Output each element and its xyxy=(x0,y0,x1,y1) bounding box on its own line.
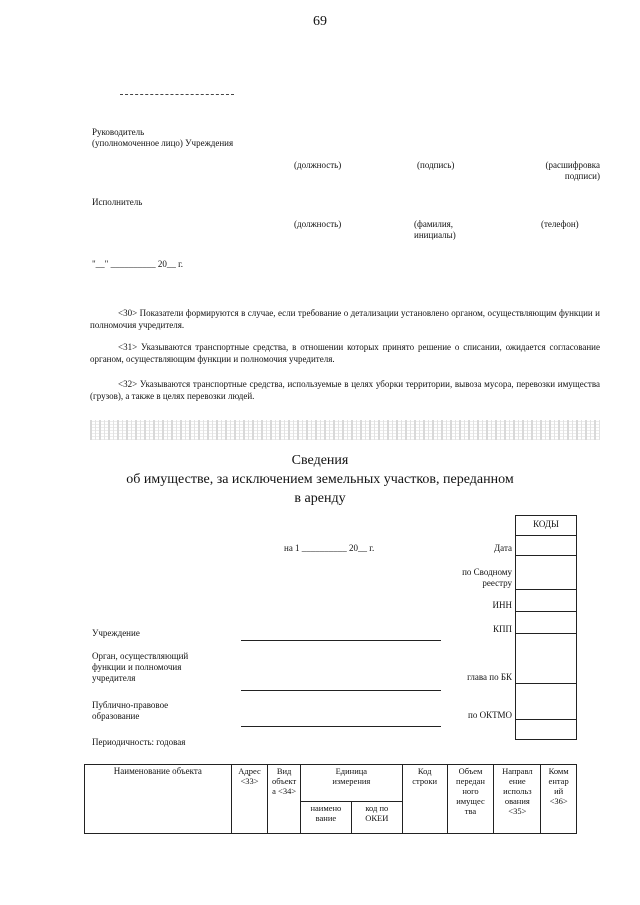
label-bk: глава по БК xyxy=(467,672,512,682)
col-comment: Комм ентар ий <36> xyxy=(541,765,577,834)
col-object-type: Вид объект а <34> xyxy=(268,765,301,834)
field-founder-line[interactable] xyxy=(241,690,441,691)
executor-label: Исполнитель xyxy=(92,197,143,207)
field-periodicity: Периодичность: годовая xyxy=(92,737,186,747)
label-oktmo: по ОКТМО xyxy=(468,710,512,720)
executor-caption-phone: (телефон) xyxy=(541,219,579,229)
col-line-code: Код строки xyxy=(402,765,447,834)
as-of-date: на 1 __________ 20__ г. xyxy=(284,543,375,553)
code-date-cell[interactable] xyxy=(516,536,576,556)
col-volume: Объем передан ного имущес тва xyxy=(447,765,494,834)
field-public-entity-line[interactable] xyxy=(241,726,441,727)
col-direction: Направл ение использ ования <35> xyxy=(494,765,541,834)
col-object-name: Наименование объекта xyxy=(85,765,232,834)
code-registry-cell[interactable] xyxy=(516,556,576,590)
form-title: Сведения об имуществе, за исключением земельных участков, переданном в аренду xyxy=(126,453,514,506)
executor-caption-position: (должность) xyxy=(294,219,342,229)
footnote-separator xyxy=(120,94,234,95)
footnote-32: <32> Указываются транспортные средства, используемые в целях уборки территории, вывоза мусора, перевозки имущества (грузов), а также в целях перевозки людей. xyxy=(90,379,600,401)
page-number: 69 xyxy=(313,14,327,29)
field-institution-label: Учреждение xyxy=(92,628,140,638)
field-founder-label: Орган, осуществляющий функции и полномочия учредителя xyxy=(92,651,189,683)
code-bk-cell[interactable] xyxy=(516,634,576,684)
assets-table xyxy=(84,764,577,834)
code-oktmo-cell[interactable] xyxy=(516,684,576,720)
codes-column xyxy=(515,515,577,740)
field-institution-line[interactable] xyxy=(241,640,441,641)
col-address: Адрес <33> xyxy=(231,765,268,834)
col-unit: Единица измерения xyxy=(300,765,402,802)
field-public-entity-label: Публично-правовое образование xyxy=(92,700,169,721)
caption-decoding: (расшифровка подписи) xyxy=(545,160,600,181)
scan-artifact xyxy=(90,420,600,440)
signature-date: "__" __________ 20__ г. xyxy=(92,259,184,269)
code-inn-cell[interactable] xyxy=(516,590,576,612)
footnote-30: <30> Показатели формируются в случае, если требование о детализации установлено органом, осуществляющим функции и полномочия учредителя. xyxy=(90,308,600,330)
codes-header: КОДЫ xyxy=(516,516,576,536)
col-unit-name: наимено вание xyxy=(300,802,351,834)
code-period-cell[interactable] xyxy=(516,720,576,740)
col-unit-okei: код по ОКЕИ xyxy=(351,802,402,834)
footnote-31: <31> Указываются транспортные средства, в отношении которых принято решение о списании, ожидается согласование органом, осуществляющим функции и полномочия учредителя. xyxy=(90,342,600,364)
executor-caption-name: (фамилия, инициалы) xyxy=(414,219,456,240)
caption-signature: (подпись) xyxy=(417,160,455,170)
label-date: Дата xyxy=(494,543,512,553)
label-kpp: КПП xyxy=(492,624,512,634)
code-kpp-cell[interactable] xyxy=(516,612,576,634)
label-inn: ИНН xyxy=(492,600,512,610)
label-registry: по Сводному реестру xyxy=(462,567,512,588)
caption-position: (должность) xyxy=(294,160,342,170)
head-label: Руководитель (уполномоченное лицо) Учреждения xyxy=(92,127,234,148)
